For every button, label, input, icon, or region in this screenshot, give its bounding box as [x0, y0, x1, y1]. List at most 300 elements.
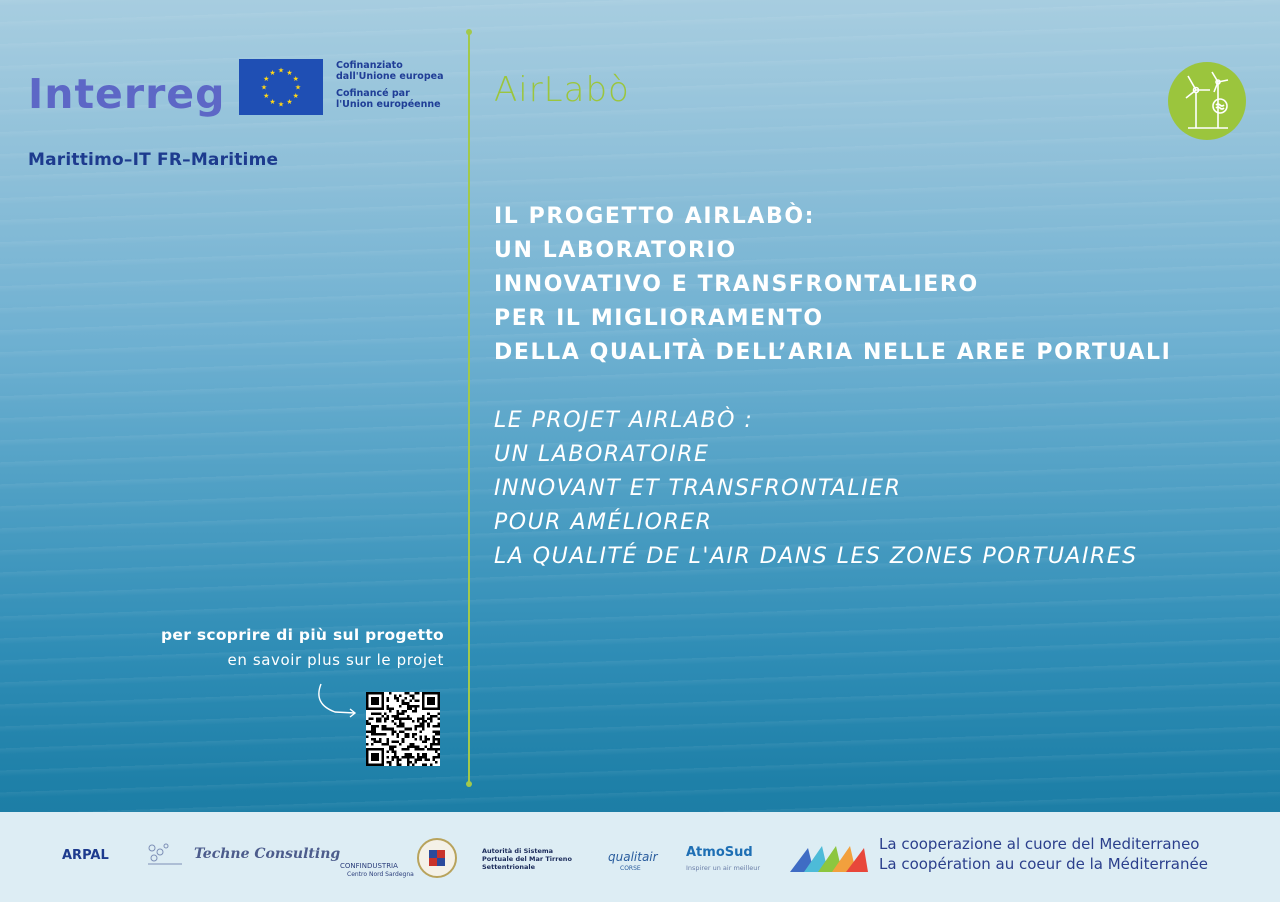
qr-module	[379, 718, 382, 721]
qr-module	[366, 743, 369, 746]
qr-module	[374, 733, 377, 736]
qr-module	[422, 723, 425, 726]
qr-module	[392, 728, 395, 731]
partner-logo-qualitair: qualitair	[608, 850, 658, 864]
qr-module	[420, 735, 423, 738]
eu-star: ★	[294, 83, 302, 92]
qr-module	[437, 725, 440, 728]
qr-module	[409, 700, 412, 703]
qr-module	[412, 720, 415, 723]
qr-module	[414, 710, 417, 713]
qr-module	[420, 718, 423, 721]
qr-module	[366, 730, 369, 733]
cooperation-slogan-french: La coopération au coeur de la Méditerranée	[879, 855, 1208, 873]
qr-module	[414, 758, 417, 761]
qr-module	[412, 695, 415, 698]
qr-module	[422, 715, 425, 718]
qr-module	[417, 753, 420, 756]
qr-module	[397, 758, 400, 761]
vertical-divider	[468, 32, 470, 784]
partner-logo-port-authority: Autorità di Sistema Portuale del Mar Tirreno Settentrionale	[482, 847, 572, 871]
qr-module	[432, 725, 435, 728]
qr-module	[430, 718, 433, 721]
qr-module	[432, 740, 435, 743]
qr-module	[420, 756, 423, 759]
qr-module	[386, 740, 389, 743]
qr-module	[417, 725, 420, 728]
qr-module	[404, 710, 407, 713]
qr-module	[381, 728, 384, 731]
qr-module	[389, 710, 392, 713]
qr-module	[392, 758, 395, 761]
title-it-line: INNOVATIVO E TRANSFRONTALIERO	[494, 272, 979, 297]
qr-module	[394, 730, 397, 733]
qr-module	[427, 748, 430, 751]
qr-module	[371, 712, 374, 715]
title-fr-line: INNOVANT ET TRANSFRONTALIER	[494, 476, 902, 501]
qr-module	[386, 761, 389, 764]
wind-turbine-icon	[1168, 62, 1246, 140]
qr-module	[417, 746, 420, 749]
qr-module	[412, 733, 415, 736]
qr-module	[397, 700, 400, 703]
qr-module	[409, 695, 412, 698]
qr-module	[407, 748, 410, 751]
qr-module	[417, 718, 420, 721]
qr-module	[412, 763, 415, 766]
qr-module	[376, 733, 379, 736]
qr-module	[412, 756, 415, 759]
qr-module	[432, 738, 435, 741]
qr-module	[399, 758, 402, 761]
qr-module	[384, 725, 387, 728]
qr-module	[437, 756, 440, 759]
qr-module	[402, 725, 405, 728]
qr-module	[404, 756, 407, 759]
qr-module	[404, 735, 407, 738]
qr-module	[376, 725, 379, 728]
qr-module	[417, 692, 420, 695]
qr-module	[397, 715, 400, 718]
qr-module	[409, 761, 412, 764]
qr-module	[422, 753, 425, 756]
qr-module	[371, 733, 374, 736]
partner-logo-confindustria: CONFINDUSTRIA	[340, 862, 398, 870]
qr-module	[371, 730, 374, 733]
qr-module	[430, 748, 433, 751]
qr-module	[407, 733, 410, 736]
qr-module	[376, 712, 379, 715]
qr-module	[369, 718, 372, 721]
qr-module	[374, 725, 377, 728]
qr-module	[386, 707, 389, 710]
qr-finder	[427, 697, 435, 705]
qr-module	[417, 705, 420, 708]
qr-module	[399, 720, 402, 723]
qr-module	[414, 707, 417, 710]
qr-module	[407, 728, 410, 731]
qr-module	[381, 733, 384, 736]
qr-module	[414, 692, 417, 695]
qr-module	[437, 723, 440, 726]
qr-module	[404, 718, 407, 721]
qr-module	[397, 761, 400, 764]
qr-module	[402, 718, 405, 721]
qr-module	[407, 715, 410, 718]
qr-module	[366, 720, 369, 723]
qr-module	[422, 725, 425, 728]
eu-star: ★	[277, 66, 285, 75]
qr-module	[379, 720, 382, 723]
eu-star: ★	[263, 75, 270, 83]
eu-star: ★	[277, 100, 285, 109]
qr-module	[425, 720, 428, 723]
qr-module	[386, 718, 389, 721]
title-french	[494, 404, 1138, 574]
qr-module	[402, 748, 405, 751]
qr-module	[392, 746, 395, 749]
qr-module	[389, 746, 392, 749]
qr-module	[422, 718, 425, 721]
qr-module	[437, 740, 440, 743]
qr-finder	[371, 697, 379, 705]
qr-module	[430, 720, 433, 723]
qr-module	[417, 756, 420, 759]
qr-module	[379, 738, 382, 741]
qr-module	[381, 725, 384, 728]
qr-module	[407, 763, 410, 766]
qr-module	[427, 723, 430, 726]
qr-module	[376, 740, 379, 743]
qr-module	[437, 753, 440, 756]
qr-module	[422, 740, 425, 743]
qr-module	[369, 730, 372, 733]
qr-module	[407, 702, 410, 705]
qr-module	[394, 723, 397, 726]
qr-module	[417, 700, 420, 703]
qr-module	[414, 733, 417, 736]
qr-module	[394, 697, 397, 700]
qr-module	[392, 730, 395, 733]
qr-module	[399, 712, 402, 715]
more-info-italian: per scoprire di più sul progetto	[161, 626, 444, 644]
qr-module	[414, 738, 417, 741]
qr-module	[425, 740, 428, 743]
qr-module	[404, 748, 407, 751]
qr-module	[399, 718, 402, 721]
qr-module	[427, 725, 430, 728]
qr-module	[392, 756, 395, 759]
qr-module	[407, 758, 410, 761]
curved-arrow-icon	[313, 682, 363, 720]
qr-module	[369, 723, 372, 726]
qr-module	[384, 718, 387, 721]
qr-module	[392, 751, 395, 754]
partner-logo-arpal: ARPAL	[62, 848, 109, 863]
qr-module	[386, 697, 389, 700]
qr-module	[437, 738, 440, 741]
qr-module	[374, 740, 377, 743]
qr-module	[371, 718, 374, 721]
qr-module	[412, 710, 415, 713]
qr-module	[399, 705, 402, 708]
qr-module	[381, 715, 384, 718]
title-it-line: IL PROGETTO AIRLABÒ:	[494, 204, 816, 229]
qr-module	[432, 715, 435, 718]
qr-module	[386, 715, 389, 718]
cooperation-slogan-italian: La cooperazione al cuore del Mediterraneo	[879, 835, 1200, 853]
qr-module	[409, 746, 412, 749]
title-italian	[494, 200, 1171, 370]
qr-module	[420, 738, 423, 741]
qr-module	[381, 743, 384, 746]
qr-module	[407, 718, 410, 721]
qr-module	[392, 707, 395, 710]
qr-module	[397, 756, 400, 759]
qr-module	[384, 720, 387, 723]
interreg-logo: Interreg	[28, 70, 226, 118]
qr-module	[386, 705, 389, 708]
qr-module	[435, 715, 438, 718]
qr-module	[435, 761, 438, 764]
qr-module	[386, 756, 389, 759]
qr-module	[389, 748, 392, 751]
qr-module	[414, 725, 417, 728]
qr-module	[414, 746, 417, 749]
qr-module	[402, 740, 405, 743]
partner-logo-techne: Techne Consulting	[194, 846, 341, 862]
qr-module	[386, 728, 389, 731]
qr-module	[397, 735, 400, 738]
qr-module	[422, 763, 425, 766]
qr-module	[407, 707, 410, 710]
qr-module	[432, 730, 435, 733]
qr-module	[427, 758, 430, 761]
qr-module	[407, 705, 410, 708]
qr-module	[420, 748, 423, 751]
qr-module	[384, 728, 387, 731]
eu-flag-icon	[239, 59, 323, 115]
qr-module	[389, 761, 392, 764]
qr-module	[412, 743, 415, 746]
title-it-line: PER IL MIGLIORAMENTO	[494, 306, 824, 331]
qr-module	[394, 715, 397, 718]
qr-module	[371, 725, 374, 728]
qr-module	[409, 707, 412, 710]
qr-module	[376, 720, 379, 723]
qr-module	[397, 725, 400, 728]
qr-module	[389, 728, 392, 731]
qr-module	[374, 728, 377, 731]
qr-module	[399, 743, 402, 746]
qr-module	[389, 692, 392, 695]
qr-module	[432, 748, 435, 751]
qr-module	[412, 746, 415, 749]
project-name: AirLabò	[494, 70, 630, 110]
qr-module	[420, 730, 423, 733]
qr-module	[402, 730, 405, 733]
qr-module	[435, 751, 438, 754]
partner-logo-atmosud: AtmoSud	[686, 845, 753, 860]
qr-module	[404, 702, 407, 705]
qr-module	[409, 718, 412, 721]
qr-module	[414, 700, 417, 703]
qr-module	[397, 697, 400, 700]
qr-module	[366, 723, 369, 726]
qr-module	[437, 712, 440, 715]
qr-module	[407, 692, 410, 695]
qr-module	[427, 738, 430, 741]
qr-module	[412, 697, 415, 700]
qr-module	[435, 730, 438, 733]
qr-module	[422, 756, 425, 759]
qr-module	[414, 728, 417, 731]
qr-module	[430, 746, 433, 749]
qr-module	[386, 751, 389, 754]
qr-module	[394, 746, 397, 749]
eu-star: ★	[269, 68, 276, 77]
partner-logo-atmosud-sub: Inspirer un air meilleur	[686, 864, 760, 872]
qr-module	[397, 712, 400, 715]
eu-star: ★	[286, 68, 293, 77]
qr-module	[417, 758, 420, 761]
qr-module	[399, 763, 402, 766]
qr-module	[374, 730, 377, 733]
qr-module	[376, 718, 379, 721]
qr-module	[394, 753, 397, 756]
qr-module	[404, 692, 407, 695]
qr-module	[397, 733, 400, 736]
qr-module	[427, 718, 430, 721]
qr-module	[397, 710, 400, 713]
qr-module	[422, 728, 425, 731]
qr-module	[402, 756, 405, 759]
qr-module	[437, 733, 440, 736]
qr-module	[404, 733, 407, 736]
qr-module	[435, 748, 438, 751]
qr-module	[407, 746, 410, 749]
qr-module	[430, 743, 433, 746]
qr-module	[399, 730, 402, 733]
title-fr-line: LA QUALITÉ DE L'AIR DANS LES ZONES PORTUAIRES	[494, 544, 1138, 569]
qr-module	[432, 743, 435, 746]
qr-module	[430, 715, 433, 718]
qr-module	[414, 748, 417, 751]
qr-module	[425, 738, 428, 741]
qr-module	[392, 748, 395, 751]
qr-module	[417, 748, 420, 751]
qr-module	[399, 723, 402, 726]
qr-module	[435, 756, 438, 759]
qr-module	[404, 697, 407, 700]
qr-module	[425, 753, 428, 756]
qr-module	[435, 733, 438, 736]
qr-module	[379, 733, 382, 736]
eu-star: ★	[260, 83, 268, 92]
qr-module	[412, 705, 415, 708]
qr-module	[425, 758, 428, 761]
qr-module	[402, 712, 405, 715]
eu-star: ★	[269, 98, 276, 107]
eu-cofunding-text: Cofinanziato dall'Unione europea Cofinancé par l'Union européenne	[336, 60, 444, 110]
eu-star: ★	[292, 75, 299, 83]
qr-module	[409, 705, 412, 708]
qr-module	[404, 753, 407, 756]
qr-code[interactable]	[366, 692, 440, 766]
qr-module	[425, 735, 428, 738]
qr-module	[402, 738, 405, 741]
program-name: Marittimo–IT FR–Maritime	[28, 150, 279, 170]
qr-module	[394, 740, 397, 743]
qr-module	[366, 735, 369, 738]
qr-module	[374, 712, 377, 715]
qr-module	[425, 756, 428, 759]
qr-module	[392, 740, 395, 743]
qr-module	[417, 720, 420, 723]
qr-module	[402, 702, 405, 705]
qr-module	[420, 725, 423, 728]
qr-module	[402, 700, 405, 703]
qr-module	[432, 756, 435, 759]
qr-module	[404, 728, 407, 731]
qr-module	[435, 743, 438, 746]
qr-module	[414, 761, 417, 764]
partner-logo-seal	[417, 838, 457, 881]
qr-module	[425, 763, 428, 766]
partner-logo-molecule	[144, 842, 184, 871]
qr-module	[397, 740, 400, 743]
qr-module	[402, 710, 405, 713]
qr-module	[435, 738, 438, 741]
qr-module	[384, 733, 387, 736]
qr-module	[384, 712, 387, 715]
qr-module	[430, 763, 433, 766]
qr-module	[374, 738, 377, 741]
qr-module	[420, 758, 423, 761]
qr-module	[407, 761, 410, 764]
qr-module	[399, 695, 402, 698]
qr-module	[414, 705, 417, 708]
qr-module	[435, 725, 438, 728]
qr-module	[437, 718, 440, 721]
qr-module	[394, 756, 397, 759]
qr-module	[437, 730, 440, 733]
qr-module	[427, 712, 430, 715]
qr-module	[392, 715, 395, 718]
qr-module	[422, 720, 425, 723]
qr-module	[407, 753, 410, 756]
qr-module	[386, 700, 389, 703]
qr-module	[389, 763, 392, 766]
qr-finder	[371, 753, 379, 761]
qr-module	[409, 756, 412, 759]
qr-module	[379, 740, 382, 743]
more-info-french: en savoir plus sur le projet	[227, 651, 444, 669]
qr-module	[392, 720, 395, 723]
partner-logo-qualitair-sub: CORSE	[620, 865, 641, 872]
qr-module	[392, 733, 395, 736]
qr-module	[394, 695, 397, 698]
qr-module	[409, 728, 412, 731]
eu-star: ★	[292, 92, 299, 100]
qr-module	[379, 712, 382, 715]
qr-module	[409, 743, 412, 746]
qr-module	[386, 738, 389, 741]
title-fr-line: UN LABORATOIRE	[494, 442, 710, 467]
qr-module	[394, 751, 397, 754]
qr-module	[402, 723, 405, 726]
qr-module	[432, 735, 435, 738]
